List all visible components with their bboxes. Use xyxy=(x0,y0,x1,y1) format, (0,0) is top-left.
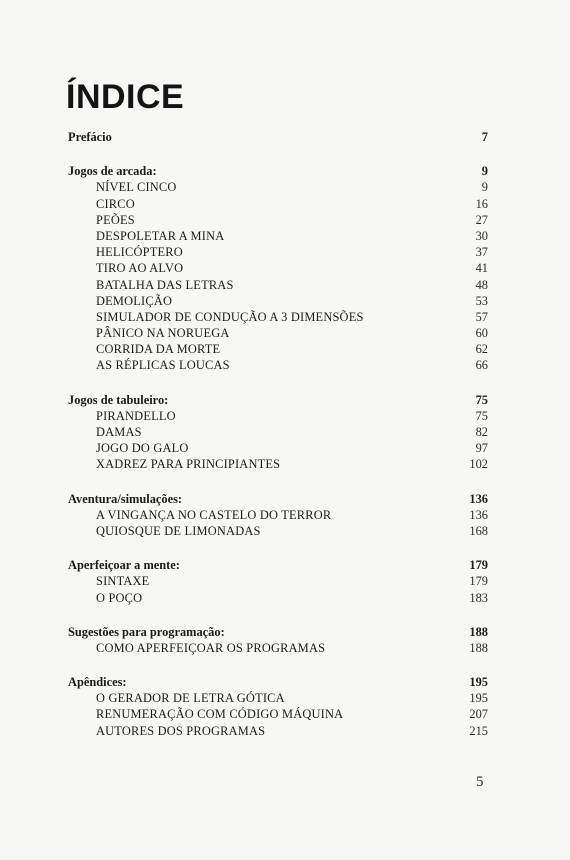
toc-section xyxy=(68,163,488,373)
page-title: ÍNDICE xyxy=(66,78,185,116)
toc-entry-page: 82 xyxy=(475,425,488,439)
toc-entry xyxy=(68,212,488,228)
toc-entry-page: 183 xyxy=(469,590,488,605)
section-page-number: 7 xyxy=(481,130,488,144)
toc-entry xyxy=(68,357,488,373)
toc-entry-page: 102 xyxy=(469,457,488,472)
toc-entry-title: O GERADOR DE LETRA GÓTICA xyxy=(96,691,285,706)
section-heading-row xyxy=(68,392,488,408)
section-page-number: 136 xyxy=(469,491,488,506)
toc-entry xyxy=(68,706,488,722)
toc-entry-title: CIRCO xyxy=(96,196,135,211)
toc-entry-page: 9 xyxy=(481,180,488,195)
toc-entry-page: 207 xyxy=(469,707,488,722)
toc-entry-title: AUTORES DOS PROGRAMAS xyxy=(96,723,266,738)
table-of-contents xyxy=(68,129,488,757)
toc-entry-title: SINTAXE xyxy=(96,574,150,589)
section-heading: Aventura/simulações: xyxy=(68,491,183,506)
toc-entry xyxy=(68,260,488,276)
section-heading: Aperfeiçoar a mente: xyxy=(68,558,180,573)
toc-entry-title: NÍVEL CINCO xyxy=(96,180,177,195)
toc-entry-page: 168 xyxy=(469,523,488,538)
toc-section xyxy=(68,624,488,656)
toc-entry xyxy=(68,690,488,706)
toc-entry-page: 16 xyxy=(475,196,488,211)
toc-entry-title: JOGO DO GALO xyxy=(96,441,189,456)
section-heading: Jogos de arcada: xyxy=(68,164,157,179)
section-page-number: 188 xyxy=(469,624,488,639)
toc-entry xyxy=(68,573,488,589)
toc-entry-title: DESPOLETAR A MINA xyxy=(96,228,225,243)
toc-entry-page: 195 xyxy=(469,691,488,706)
toc-entry-title: PIRANDELLO xyxy=(96,408,176,423)
toc-entry xyxy=(68,179,488,195)
toc-entry xyxy=(68,341,488,357)
toc-section xyxy=(68,392,488,473)
toc-entry xyxy=(68,228,488,244)
toc-entry-title: AS RÉPLICAS LOUCAS xyxy=(96,358,230,373)
toc-entry xyxy=(68,523,488,539)
section-heading: Jogos de tabuleiro: xyxy=(68,392,169,407)
toc-entry-page: 30 xyxy=(475,228,488,243)
page-number: 5 xyxy=(476,774,484,790)
section-heading-row xyxy=(68,624,488,640)
section-heading: Apêndices: xyxy=(68,675,127,690)
toc-entry-page: 57 xyxy=(475,309,488,324)
section-heading-row xyxy=(68,163,488,179)
toc-section xyxy=(68,557,488,606)
section-page-number: 9 xyxy=(481,164,488,179)
toc-entry-page: 97 xyxy=(475,441,488,456)
toc-entry-page: 53 xyxy=(475,293,488,308)
section-heading-row xyxy=(68,674,488,690)
section-page-number: 179 xyxy=(469,558,488,573)
toc-entry-title: COMO APERFEIÇOAR OS PROGRAMAS xyxy=(96,640,326,655)
toc-section xyxy=(68,674,488,739)
toc-entry xyxy=(68,723,488,739)
section-heading-row xyxy=(68,491,488,507)
toc-entry xyxy=(68,456,488,472)
toc-entry-title: BATALHA DAS LETRAS xyxy=(96,277,234,292)
section-page-number: 75 xyxy=(475,392,488,407)
toc-entry-page: 66 xyxy=(475,358,488,373)
toc-entry-title: QUIOSQUE DE LIMONADAS xyxy=(96,523,261,538)
toc-entry-title: DAMAS xyxy=(96,425,142,439)
toc-entry-title: CORRIDA DA MORTE xyxy=(96,342,221,357)
section-heading: Sugestões para programação: xyxy=(68,624,225,639)
toc-entry-page: 41 xyxy=(475,261,488,276)
toc-entry-page: 27 xyxy=(475,212,488,227)
toc-entry xyxy=(68,325,488,341)
toc-entry-title: RENUMERAÇÃO COM CÓDIGO MÁQUINA xyxy=(96,707,344,722)
toc-entry-page: 215 xyxy=(469,723,488,738)
section-heading-row xyxy=(68,129,488,145)
toc-entry xyxy=(68,277,488,293)
section-heading-row xyxy=(68,557,488,573)
toc-entry-page: 37 xyxy=(475,245,488,260)
toc-entry-title: TIRO AO ALVO xyxy=(96,261,184,276)
toc-entry xyxy=(68,309,488,325)
toc-entry xyxy=(68,244,488,260)
toc-entry-title: A VINGANÇA NO CASTELO DO TERROR xyxy=(96,507,332,522)
toc-entry xyxy=(68,590,488,606)
toc-entry xyxy=(68,507,488,523)
toc-entry-page: 75 xyxy=(475,408,488,423)
toc-entry-title: PÂNICO NA NORUEGA xyxy=(96,326,230,341)
toc-entry xyxy=(68,408,488,424)
toc-entry-page: 60 xyxy=(475,326,488,341)
toc-entry-title: DEMOLIÇÃO xyxy=(96,293,173,308)
toc-entry xyxy=(68,196,488,212)
toc-entry-page: 179 xyxy=(469,574,488,589)
toc-entry xyxy=(68,640,488,656)
toc-entry-title: XADREZ PARA PRINCIPIANTES xyxy=(96,457,281,472)
toc-entry xyxy=(68,293,488,309)
section-page-number: 195 xyxy=(469,675,488,690)
toc-entry-title: O POÇO xyxy=(96,590,143,605)
toc-section xyxy=(68,491,488,540)
toc-entry xyxy=(68,424,488,440)
toc-entry-page: 48 xyxy=(475,277,488,292)
toc-entry-title: PEÕES xyxy=(96,212,135,227)
toc-entry xyxy=(68,440,488,456)
section-heading: Prefácio xyxy=(68,130,112,144)
toc-entry-page: 62 xyxy=(475,342,488,357)
toc-entry-title: SIMULADOR DE CONDUÇÃO A 3 DIMENSÕES xyxy=(96,309,364,324)
toc-entry-page: 188 xyxy=(469,640,488,655)
toc-section xyxy=(68,129,488,145)
toc-entry-title: HELICÓPTERO xyxy=(96,245,183,260)
toc-entry-page: 136 xyxy=(469,507,488,522)
